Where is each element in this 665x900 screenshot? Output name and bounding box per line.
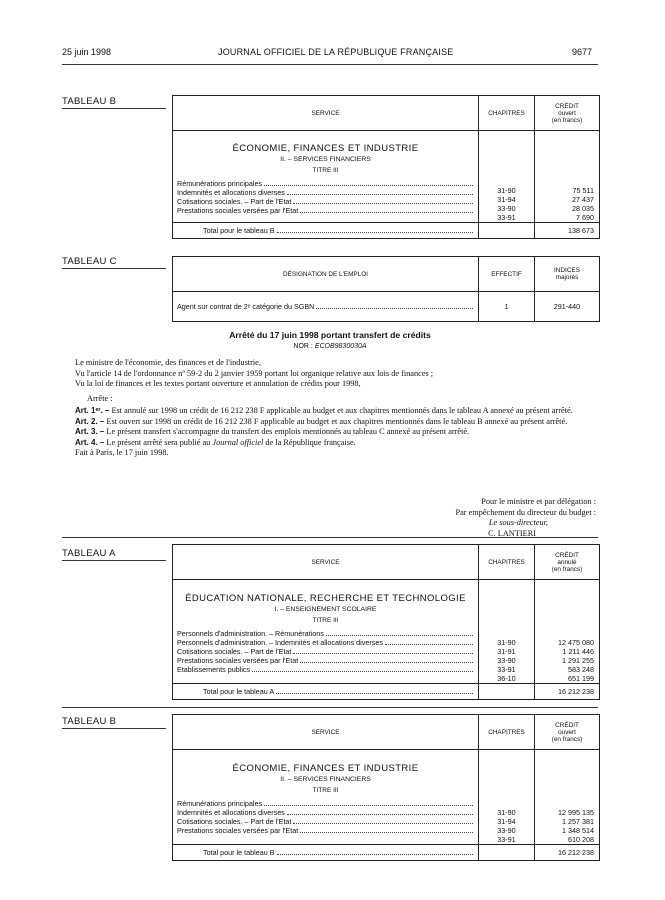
arrete-body [75,358,597,459]
service-cell [173,750,479,845]
designation-cell: Agent sur contrat de 2ᵉ catégorie du SGBN [173,292,479,322]
col-chapitres: CHAPITRES [479,715,535,750]
ministry-title: ÉCONOMIE, FINANCES ET INDUSTRIE [232,142,419,154]
indices-cell: 291-440 [535,292,600,322]
tableau-b2-table [172,714,600,861]
article-2: Art. 2. – Est ouvert sur 1998 un crédit de 16 212 238 F applicable au budget et aux chapitres mentionnés dans le tableau B annexé au présent arrêté. [75,416,568,426]
article-1: Art. 1ᵉʳ. – Est annulé sur 1998 un crédit de 16 212 238 F applicable au budget et aux chapitres mentionnés dans le tableau A annexé au présent arrêté. [75,406,573,415]
credit-cell: 12 995 135 1 257 381 1 348 514 610 208 [535,750,600,845]
header-rule [62,64,598,65]
signer-name: C. LANTIERI [488,528,536,538]
col-service: SERVICE [173,545,479,580]
titre-label: TITRE III [312,787,339,794]
table-row: Personnels d'administration. – Indemnités et allocations diverses [173,638,478,647]
col-service: SERVICE [173,96,479,131]
tableau-b-label: TABLEAU B [62,96,117,107]
tableau-c-label-rule [62,268,166,269]
chapitres-cell: 31-90 31-91 33-90 33-91 36-10 [479,580,535,684]
tableau-b-label-rule [62,108,166,109]
arrete-title: Arrêté du 17 juin 1998 portant transfert de crédits [229,330,431,340]
nor-line: NOR : ECOB9830030A [293,343,367,350]
header-journal-title: JOURNAL OFFICIEL DE LA RÉPUBLIQUE FRANÇAISE [218,47,454,57]
table-row: Indemnités et allocations diverses [173,188,478,197]
credit-cell: 75 511 27 437 28 035 7 690 [535,131,600,223]
col-designation: DÉSIGNATION DE L'EMPLOI [173,257,479,292]
col-indices: INDICES majorés [535,257,600,292]
article-3: Art. 3. – Le présent transfert s'accompagne du transfert des emplois mentionnés au tableau C annexé au présent arrêté. [75,427,470,436]
section-title: I. – ENSEIGNEMENT SCOLAIRE [274,606,377,613]
ministry-title: ÉCONOMIE, FINANCES ET INDUSTRIE [232,763,419,774]
intro-line: Le ministre de l'économie, des finances et de l'industrie, [75,358,261,367]
credit-cell: 12 475 080 1 211 446 1 291 255 583 248 651 199 [535,580,600,684]
titre-label: TITRE III [312,617,339,624]
col-effectif: EFFECTIF [479,257,535,292]
effectif-cell: 1 [479,292,535,322]
fait-a-paris: Fait à Paris, le 17 juin 1998. [75,448,169,457]
section-rule [62,537,598,538]
titre-label: TITRE III [312,166,339,174]
service-cell [173,580,479,684]
table-row: Prestations sociales versées par l'Etat [173,826,478,835]
col-service: SERVICE [173,715,479,750]
section-rule [62,707,598,708]
arrete-word: Arrête : [87,393,113,403]
tableau-a-label: TABLEAU A [62,548,116,559]
total-amount: 138 673 [535,223,600,239]
tableau-b-table [172,95,600,239]
col-credit: CRÉDIT ouvert (en francs) [535,96,600,131]
signature-block: Pour le ministre et par délégation : Par empêchement du directeur du budget : Le sous-directeur, C. LANTIERI [330,497,596,539]
chapitres-cell: 31-90 31-94 33-90 33-91 [479,750,535,845]
table-row: Rémunérations principales [173,799,478,808]
article-4: Art. 4. – Le présent arrêté sera publié au Journal officiel de la République française. [75,437,356,447]
ministry-title: ÉDUCATION NATIONALE, RECHERCHE ET TECHNOLOGIE [185,593,466,604]
tableau-b2-label: TABLEAU B [62,716,117,727]
col-chapitres: CHAPITRES [479,545,535,580]
table-row: Prestations sociales versées par l'Etat [173,656,478,665]
table-row: Indemnités et allocations diverses [173,808,478,817]
col-credit: CRÉDIT annulé (en francs) [535,545,600,580]
table-row: Cotisations sociales. – Part de l'Etat [173,817,478,826]
total-label-cell: Total pour le tableau A [173,684,479,700]
header-page-number: 9677 [572,47,593,57]
section-title: II. – SERVICES FINANCIERS [280,155,371,163]
table-row: Prestations sociales versées par l'Etat [173,206,478,215]
table-row: Rémunérations principales [173,179,478,188]
chapitres-cell: 31-90 31-94 33-90 33-91 [479,131,535,223]
service-cell [173,131,479,223]
tableau-b2-label-rule [62,728,166,729]
tableau-c-table [172,256,600,322]
col-chapitres: CHAPITRES [479,96,535,131]
table-row: Cotisations sociales. – Part de l'Etat [173,197,478,206]
intro-line: Vu la loi de finances et les textes portant ouverture et annulation de crédits pour 1998, [75,379,361,388]
tableau-c-label: TABLEAU C [62,256,117,267]
table-row: Personnels d'administration. – Rémunérations [173,629,478,638]
total-label-cell: Total pour le tableau B [173,223,479,239]
total-amount: 16 212 238 [535,684,600,700]
col-credit: CRÉDIT ouvert (en francs) [535,715,600,750]
table-row: Etablissements publics [173,665,478,674]
section-title: II. – SERVICES FINANCIERS [280,776,371,783]
total-label-cell: Total pour le tableau B [173,845,479,861]
total-amount: 16 212 238 [535,845,600,861]
table-row: Cotisations sociales. – Part de l'Etat [173,647,478,656]
tableau-a-table [172,544,600,700]
intro-line: Vu l'article 14 de l'ordonnance nº 59-2 du 2 janvier 1959 portant loi organique relative aux lois de finances ; [75,368,434,378]
header-date: 25 juin 1998 [62,47,112,57]
tableau-a-label-rule [62,560,166,561]
